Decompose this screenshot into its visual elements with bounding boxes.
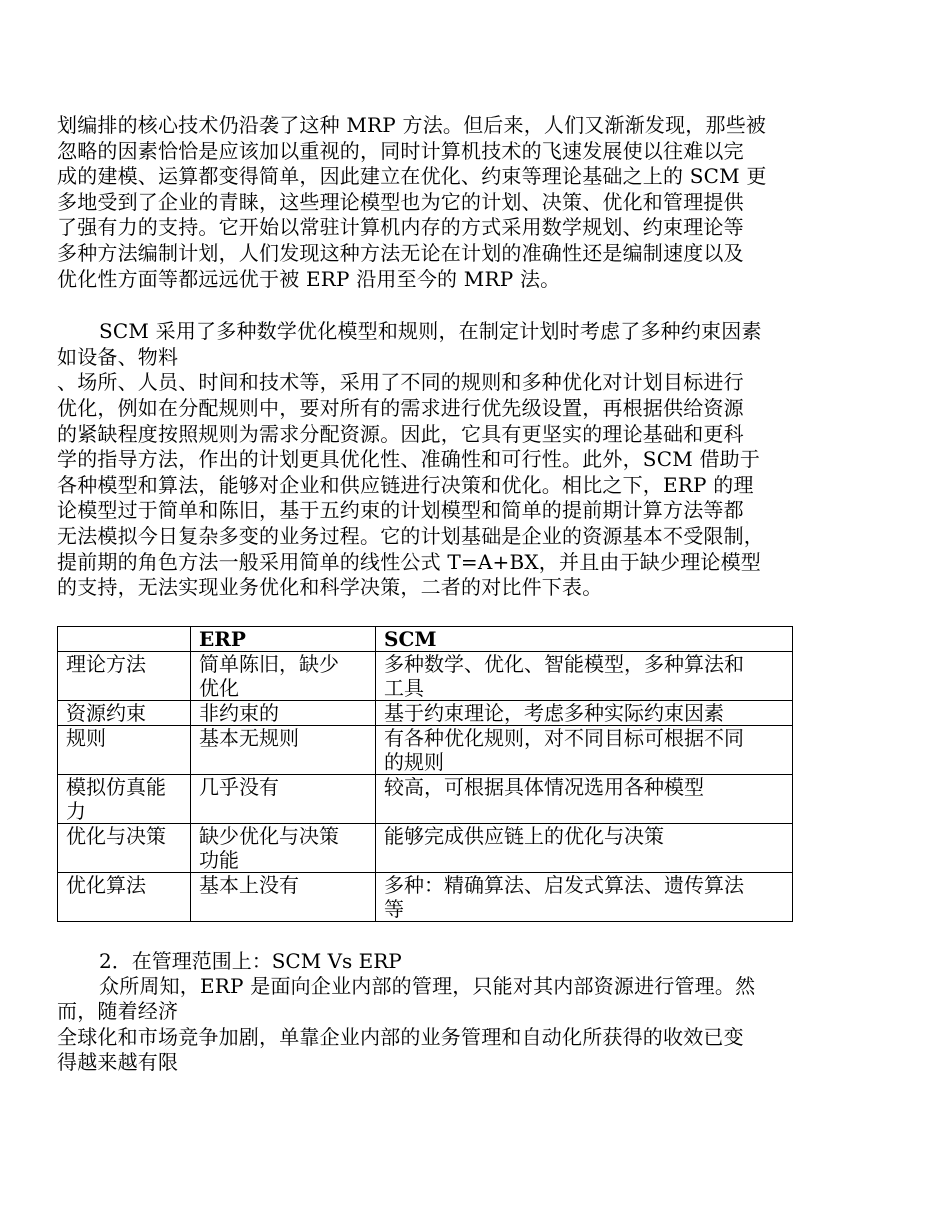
text-line: 的支持，无法实现业务优化和科学决策，二者的对比件下表。 (57, 575, 603, 600)
table-header-cell (58, 626, 191, 651)
text-line: SCM 采用了多种数学优化模型和规则，在制定计划时考虑了多种约束因素 (99, 319, 762, 344)
text-line: 划编排的核心技术仍沿袭了这种 MRP 方法。但后来，人们又渐渐发现，那些被 (57, 113, 767, 137)
paragraph-mrp-history (57, 113, 817, 292)
text-line: 成的建模、运算都变得简单，因此建立在优化、约束等理论基础之上的 SCM 更 (57, 164, 767, 189)
table-cell: 非约束的 (191, 700, 376, 725)
table-row (58, 823, 793, 872)
table-cell: 优化算法 (58, 872, 191, 921)
text-line: 全球化和市场竞争加剧，单靠企业内部的业务管理和自动化所获得的收效已变 (57, 1024, 744, 1049)
text-line: 众所周知，ERP 是面向企业内部的管理，只能对其内部资源进行管理。然 (99, 973, 756, 998)
table-header-row (58, 626, 793, 651)
text-line: 如设备、物料 (57, 344, 179, 369)
table-cell: 基于约束理论，考虑多种实际约束因素 (376, 700, 793, 725)
table-header-cell: SCM (376, 626, 793, 651)
text-line: 优化，例如在分配规则中，要对所有的需求进行优先级设置，再根据供给资源 (57, 395, 744, 420)
table-cell: 理论方法 (58, 651, 191, 700)
text-line: 论模型过于简单和陈旧，基于五约束的计划模型和简单的提前期计算方法等都 (57, 498, 744, 523)
table-cell: 模拟仿真能 力 (58, 774, 191, 823)
table-cell: 规则 (58, 725, 191, 774)
table-cell: 资源约束 (58, 700, 191, 725)
text-line: 无法模拟今日复杂多变的业务过程。它的计划基础是企业的资源基本不受限制， (57, 523, 764, 548)
text-line: 了强有力的支持。它开始以常驻计算机内存的方式采用数学规划、约束理论等 (57, 215, 744, 240)
table-cell: 优化与决策 (58, 823, 191, 872)
document-page (57, 113, 817, 1076)
text-line: 多种方法编制计划，人们发现这种方法无论在计划的准确性还是编制速度以及 (57, 240, 744, 265)
text-line: 、场所、人员、时间和技术等，采用了不同的规则和多种优化对计划目标进行 (57, 370, 744, 395)
text-line: 优化性方面等都远远优于被 ERP 沿用至今的 MRP 法。 (57, 266, 561, 291)
text-line: 而，随着经济 (57, 999, 179, 1024)
table-row (58, 725, 793, 774)
table-cell: 有各种优化规则，对不同目标可根据不同 的规则 (376, 725, 793, 774)
table-cell: 多种数学、优化、智能模型，多种算法和 工具 (376, 651, 793, 700)
table-header-cell: ERP (191, 626, 376, 651)
text-line: 提前期的角色方法一般采用简单的线性公式 T=A+BX，并且由于缺少理论模型 (57, 549, 761, 574)
paragraph-management-scope (57, 974, 817, 1076)
table-row (58, 774, 793, 823)
section-heading: 2．在管理范围上：SCM Vs ERP (99, 948, 402, 973)
table-row (58, 872, 793, 921)
table-cell: 较高，可根据具体情况选用各种模型 (376, 774, 793, 823)
table-cell: 能够完成供应链上的优化与决策 (376, 823, 793, 872)
table-cell: 基本无规则 (191, 725, 376, 774)
table-cell: 几乎没有 (191, 774, 376, 823)
text-line: 各种模型和算法，能够对企业和供应链进行决策和优化。相比之下，ERP 的理 (57, 472, 754, 497)
text-line: 忽略的因素恰恰是应该加以重视的，同时计算机技术的飞速发展使以往难以完 (57, 138, 744, 163)
comparison-table (57, 626, 793, 922)
table-cell: 基本上没有 (191, 872, 376, 921)
table-cell: 缺少优化与决策 功能 (191, 823, 376, 872)
table-row (58, 651, 793, 700)
paragraph-scm-models (57, 319, 817, 601)
text-line: 得越来越有限 (57, 1050, 179, 1075)
table-cell: 多种：精确算法、启发式算法、遗传算法 等 (376, 872, 793, 921)
text-line: 的紧缺程度按照规则为需求分配资源。因此，它具有更坚实的理论基础和更科 (57, 421, 744, 446)
table-cell: 简单陈旧，缺少 优化 (191, 651, 376, 700)
text-line: 学的指导方法，作出的计划更具优化性、准确性和可行性。此外，SCM 借助于 (57, 447, 761, 472)
table-row (58, 700, 793, 725)
text-line: 多地受到了企业的青睐，这些理论模型也为它的计划、决策、优化和管理提供 (57, 189, 744, 214)
